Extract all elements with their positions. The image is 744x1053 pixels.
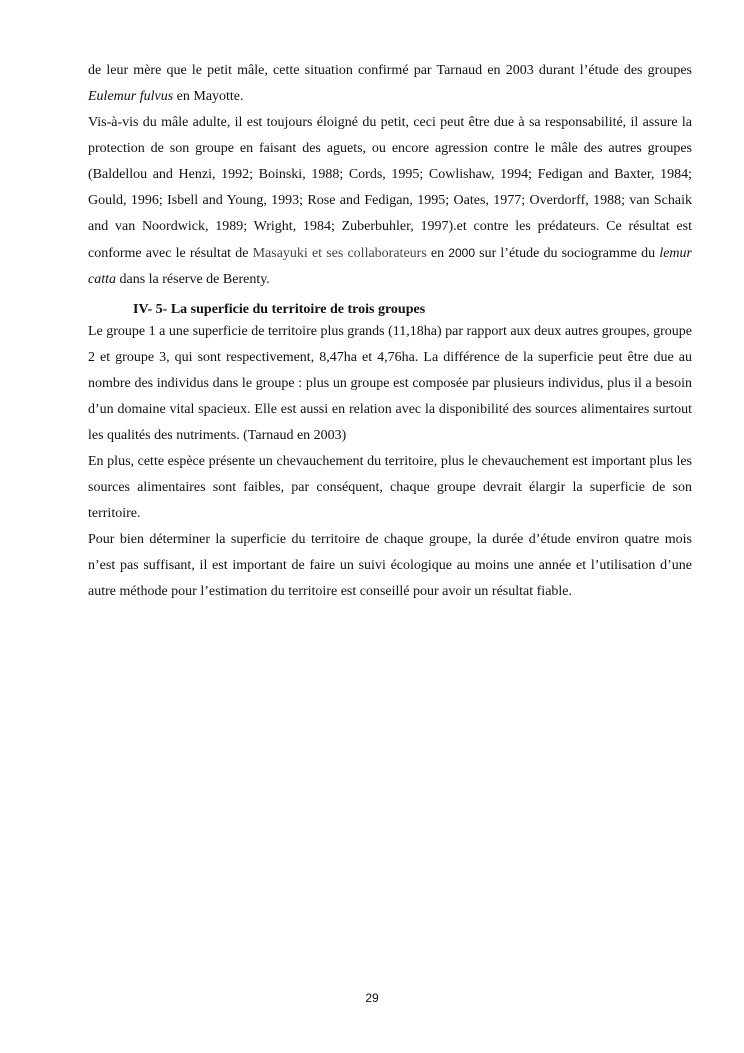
paragraph-text: dans la réserve de Berenty.	[116, 272, 270, 287]
paragraph-text: Vis-à-vis du mâle adulte, il est toujours éloigné du petit, ceci peut être due à sa responsabilité, il assure la protection de son groupe en faisant des aguets, ou encore agression contre le mâle des autres groupes (Baldellou and Henzi, 1992; Boinski, 1988; Cords, 1995; Cowlishaw, 1994; Fedigan and Baxter, 1984; Gould, 1996; Isbell and Young, 1993; Rose and Fedigan, 1995; Oates, 1977; Overdorff, 1988; van Schaik and van Noordwick, 1989; Wright, 1984; Zuberbuhler, 1997).et contre les prédateurs. Ce résultat est conforme avec le résultat de	[88, 115, 692, 261]
section-heading: IV- 5- La superficie du territoire de trois groupes	[133, 302, 426, 317]
year-reference: 2000	[448, 246, 475, 260]
paragraph-mother-relation	[88, 58, 692, 110]
author-reference: Masayuki et ses collaborateurs	[252, 246, 427, 261]
paragraph-territory-size: Le groupe 1 a une superficie de territoire plus grands (11,18ha) par rapport aux deux autres groupes, groupe 2 et groupe 3, qui sont respectivement, 8,47ha et 4,76ha. La différence de la superficie peut être due au nombre des individus dans le groupe : plus un groupe est composée par plusieurs individus, plus il a besoin d’un domaine vital spacieux. Elle est aussi en relation avec la disponibilité des sources alimentaires surtout les qualités des nutriments. (Tarnaud en 2003)	[88, 324, 692, 443]
species-name: Eulemur fulvus	[88, 89, 174, 104]
paragraph-text: sur l’étude du sociogramme du	[475, 246, 660, 261]
species-name: lemur catta	[88, 246, 692, 287]
paragraph-territory-overlap: En plus, cette espèce présente un chevauchement du territoire, plus le chevauchement est important plus les sources alimentaires sont faibles, par conséquent, chaque groupe devrait élargir la superficie de son territoire.	[88, 454, 692, 521]
paragraph-text: en Mayotte.	[173, 89, 244, 104]
page-number: 29	[365, 991, 379, 1005]
paragraph-text: de leur mère que le petit mâle, cette situation confirmé par Tarnaud en 2003 durant l’étude des groupes	[88, 63, 692, 78]
paragraph-adult-male	[88, 110, 692, 293]
document-page	[88, 58, 692, 605]
paragraph-text: en	[426, 246, 449, 261]
paragraph-study-duration: Pour bien déterminer la superficie du territoire de chaque groupe, la durée d’étude environ quatre mois n’est pas suffisant, il est important de faire un suivi écologique au moins une année et l’utilisation d’une autre méthode pour l’estimation du territoire est conseillé pour avoir un résultat fiable.	[88, 532, 692, 599]
